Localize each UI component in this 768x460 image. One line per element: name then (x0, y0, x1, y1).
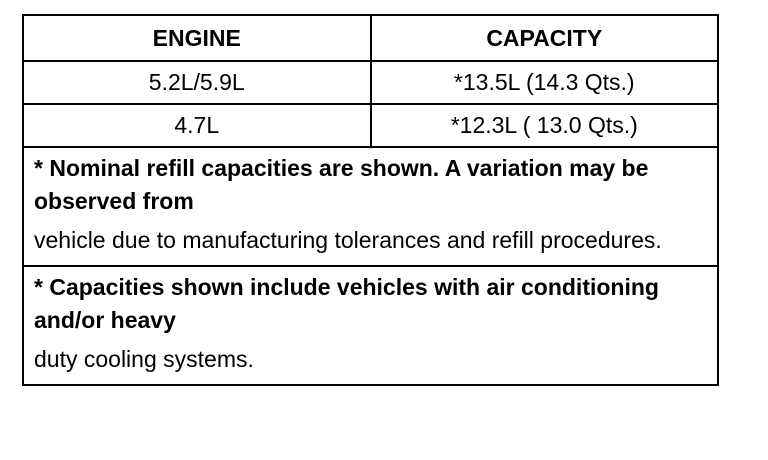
table-header-row (24, 16, 717, 62)
note-refill-normal: vehicle due to manufacturing tolerances and refill procedures. (34, 227, 662, 253)
note-ac-normal: duty cooling systems. (34, 346, 254, 372)
note-refill-bold: * Nominal refill capacities are shown. A variation may be observed from (34, 155, 649, 214)
note-row-refill (24, 148, 717, 267)
engine-cell: 5.2L/5.9L (24, 62, 372, 103)
capacity-header: CAPACITY (486, 24, 603, 51)
note-ac (24, 267, 717, 384)
engine-header: ENGINE (24, 16, 372, 60)
capacity-cell: *12.3L ( 13.0 Qts.) (450, 112, 638, 138)
engine-cell: 4.7L (24, 105, 372, 146)
note-ac-bold: * Capacities shown include vehicles with air conditioning and/or heavy (34, 274, 659, 333)
note-row-ac (24, 267, 717, 384)
capacity-table (22, 14, 719, 386)
table-row (24, 62, 717, 105)
note-refill (24, 148, 717, 265)
table-row (24, 105, 717, 148)
capacity-cell: *13.5L (14.3 Qts.) (453, 69, 635, 95)
